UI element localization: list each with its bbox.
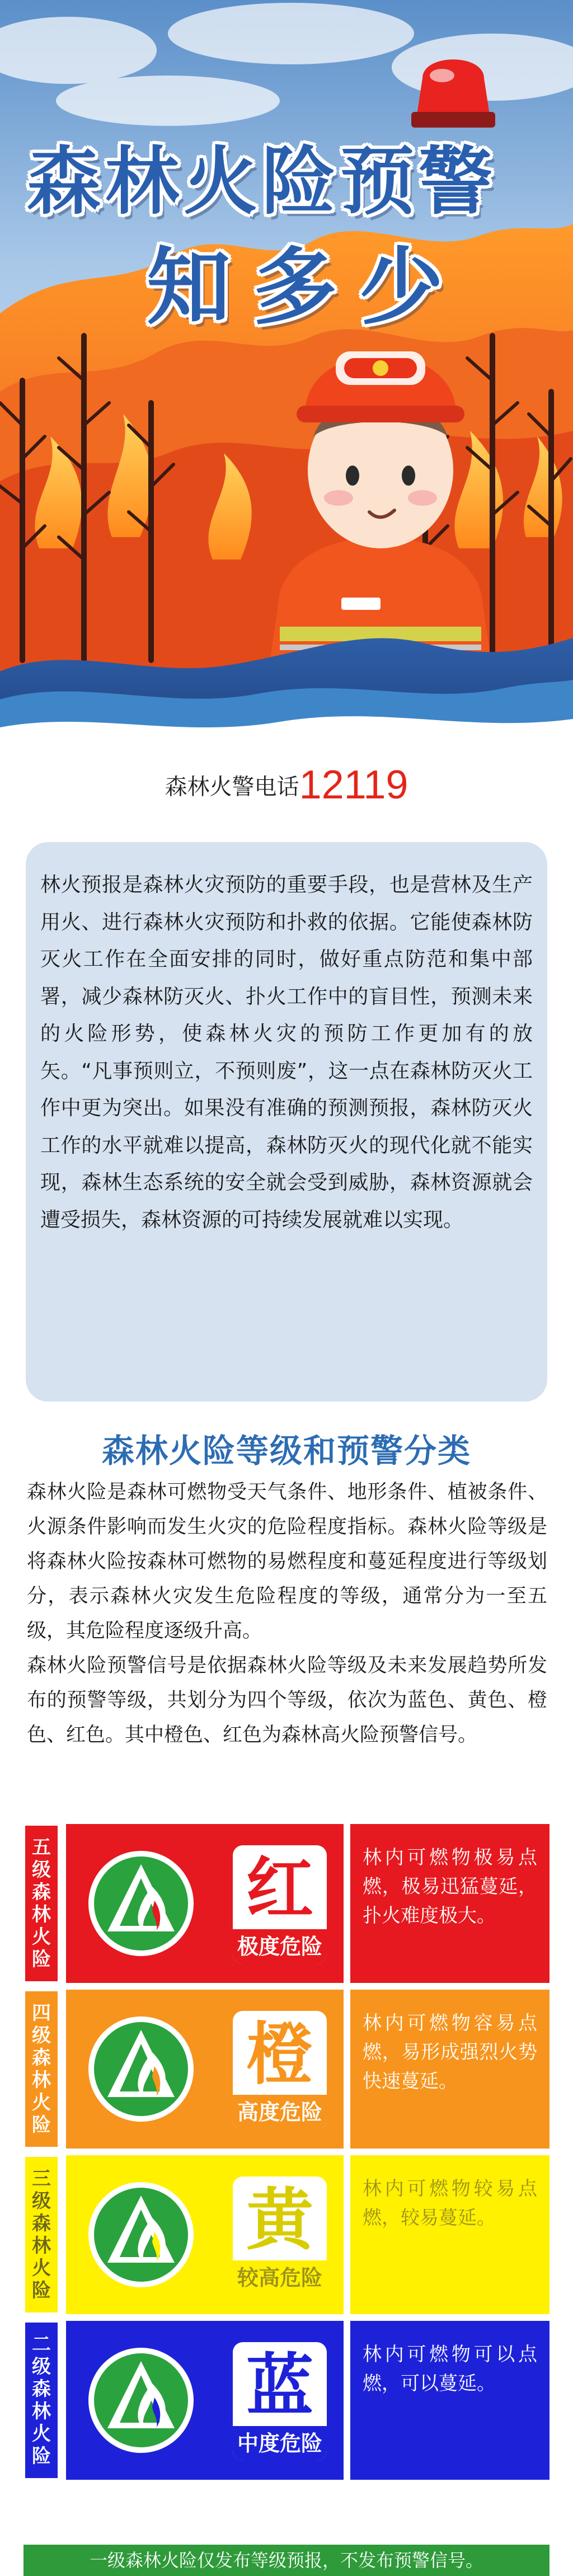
signal-color-char: 黄 — [246, 2180, 313, 2259]
level-side-char: 二 — [32, 2333, 51, 2356]
level-side-char: 森 — [32, 2047, 51, 2069]
title-line-2: 知多少 — [147, 238, 466, 336]
signal-tile — [233, 2177, 327, 2295]
level-side-char: 火 — [32, 1926, 51, 1948]
level-side-char: 林 — [32, 2069, 51, 2091]
warning-signal-badge — [66, 2155, 344, 2314]
signal-risk-label: 极度危险 — [233, 1929, 327, 1964]
section-paragraph-1: 森林火险是森林可燃物受天气条件、地形条件、植被条件、火源条件影响而发生火灾的危险程度指标。森林火险等级是将森林火险按森林可燃物的易燃程度和蔓延程度进行等级划分，表示森林火灾发生危险程度的等级，通常分为一至五级，其危险程度逐级升高。 — [27, 1481, 547, 1642]
level-side-char: 林 — [32, 2400, 51, 2423]
signal-color-char: 蓝 — [246, 2346, 313, 2425]
level-side-char: 火 — [32, 2091, 51, 2114]
level-side-char: 火 — [32, 2257, 51, 2279]
signal-tile — [233, 2011, 327, 2130]
level-side-label — [24, 1990, 59, 2149]
level-side-char: 森 — [32, 2212, 51, 2235]
level-side-label — [24, 1824, 59, 1983]
level-side-char: 级 — [32, 2024, 51, 2047]
level-description: 林内可燃物较易点燃，较易蔓延。 — [350, 2155, 549, 2314]
hotline-label: 森林火警电话 — [165, 774, 299, 800]
forest-fire-warning-icon — [85, 2013, 197, 2125]
level-side-char: 险 — [32, 2114, 51, 2136]
section-body — [27, 1475, 547, 1752]
level-side-label — [24, 2321, 59, 2480]
section-title: 森林火险等级和预警分类 — [101, 1432, 471, 1470]
level-row-orange — [24, 1990, 549, 2149]
intro-text: 林火预报是森林火灾预防的重要手段，也是营林及生产用火、进行森林火灾预防和扑救的依据。它能使森林防灭火工作在全面安排的同时，做好重点防范和集中部署，减少森林防灭火、扑火工作中的盲目性，预测未来的火险形势，使森林火灾的预防工作更加有的放矢。“凡事预则立，不预则废”，这一点在森林防灭火工作中更为突出。如果没有准确的预测预报，森林防灭火工作的水平就难以提高，森林防灭火的现代化就不能实现，森林生态系统的安全就会受到威胁，森林资源就会遭受损失，森林资源的可持续发展就难以实现。 — [40, 873, 533, 1231]
level-row-yellow — [24, 2155, 549, 2314]
signal-color-char: 红 — [246, 1849, 313, 1928]
level-side-label — [24, 2155, 59, 2314]
hotline — [0, 762, 573, 818]
hero-title — [0, 0, 573, 347]
level-side-char: 级 — [32, 2190, 51, 2212]
level-row-blue — [24, 2321, 549, 2480]
level-row-red — [24, 1824, 549, 1983]
level-description: 林内可燃物可以点燃，可以蔓延。 — [350, 2321, 549, 2480]
forest-fire-warning-icon — [85, 2344, 197, 2456]
level-side-char: 林 — [32, 2235, 51, 2257]
forest-fire-warning-icon — [85, 2179, 197, 2291]
level-side-char: 级 — [32, 1859, 51, 1881]
signal-risk-label: 高度危险 — [233, 2095, 327, 2130]
level-side-char: 三 — [32, 2168, 51, 2190]
level-side-char: 险 — [32, 1948, 51, 1971]
level-side-char: 火 — [32, 2423, 51, 2445]
level-description: 林内可燃物极易点燃，极易迅猛蔓延，扑火难度极大。 — [350, 1824, 549, 1983]
level-side-char: 五 — [32, 1836, 51, 1859]
signal-risk-label: 中度危险 — [233, 2426, 327, 2461]
level-one-footnote: 一级森林火险仅发布等级预报，不发布预警信号。 — [24, 2545, 549, 2576]
level-side-char: 四 — [32, 2002, 51, 2024]
hotline-number: 12119 — [299, 763, 408, 807]
signal-tile — [233, 2342, 327, 2461]
level-description: 林内可燃物容易点燃，易形成强烈火势快速蔓延。 — [350, 1990, 549, 2149]
signal-risk-label: 较高危险 — [233, 2260, 327, 2295]
level-side-char: 森 — [32, 1881, 51, 1903]
level-side-char: 险 — [32, 2279, 51, 2302]
level-side-char: 险 — [32, 2445, 51, 2467]
level-side-char: 级 — [32, 2356, 51, 2378]
title-line-1: 森林火险预警 — [27, 138, 497, 225]
intro-card — [26, 842, 547, 1402]
warning-signal-badge — [66, 1990, 344, 2149]
level-side-char: 林 — [32, 1903, 51, 1926]
section-paragraph-2: 森林火险预警信号是依据森林火险等级及未来发展趋势所发布的预警等级，共划分为四个等级，依次为蓝色、黄色、橙色、红色。其中橙色、红色为森林高火险预警信号。 — [27, 1654, 547, 1746]
warning-signal-badge — [66, 2321, 344, 2480]
hero-banner — [0, 0, 573, 761]
signal-color-char: 橙 — [246, 2015, 313, 2094]
signal-tile — [233, 1845, 327, 1964]
forest-fire-warning-icon — [85, 1848, 197, 1959]
level-side-char: 森 — [32, 2378, 51, 2400]
warning-signal-badge — [66, 1824, 344, 1983]
